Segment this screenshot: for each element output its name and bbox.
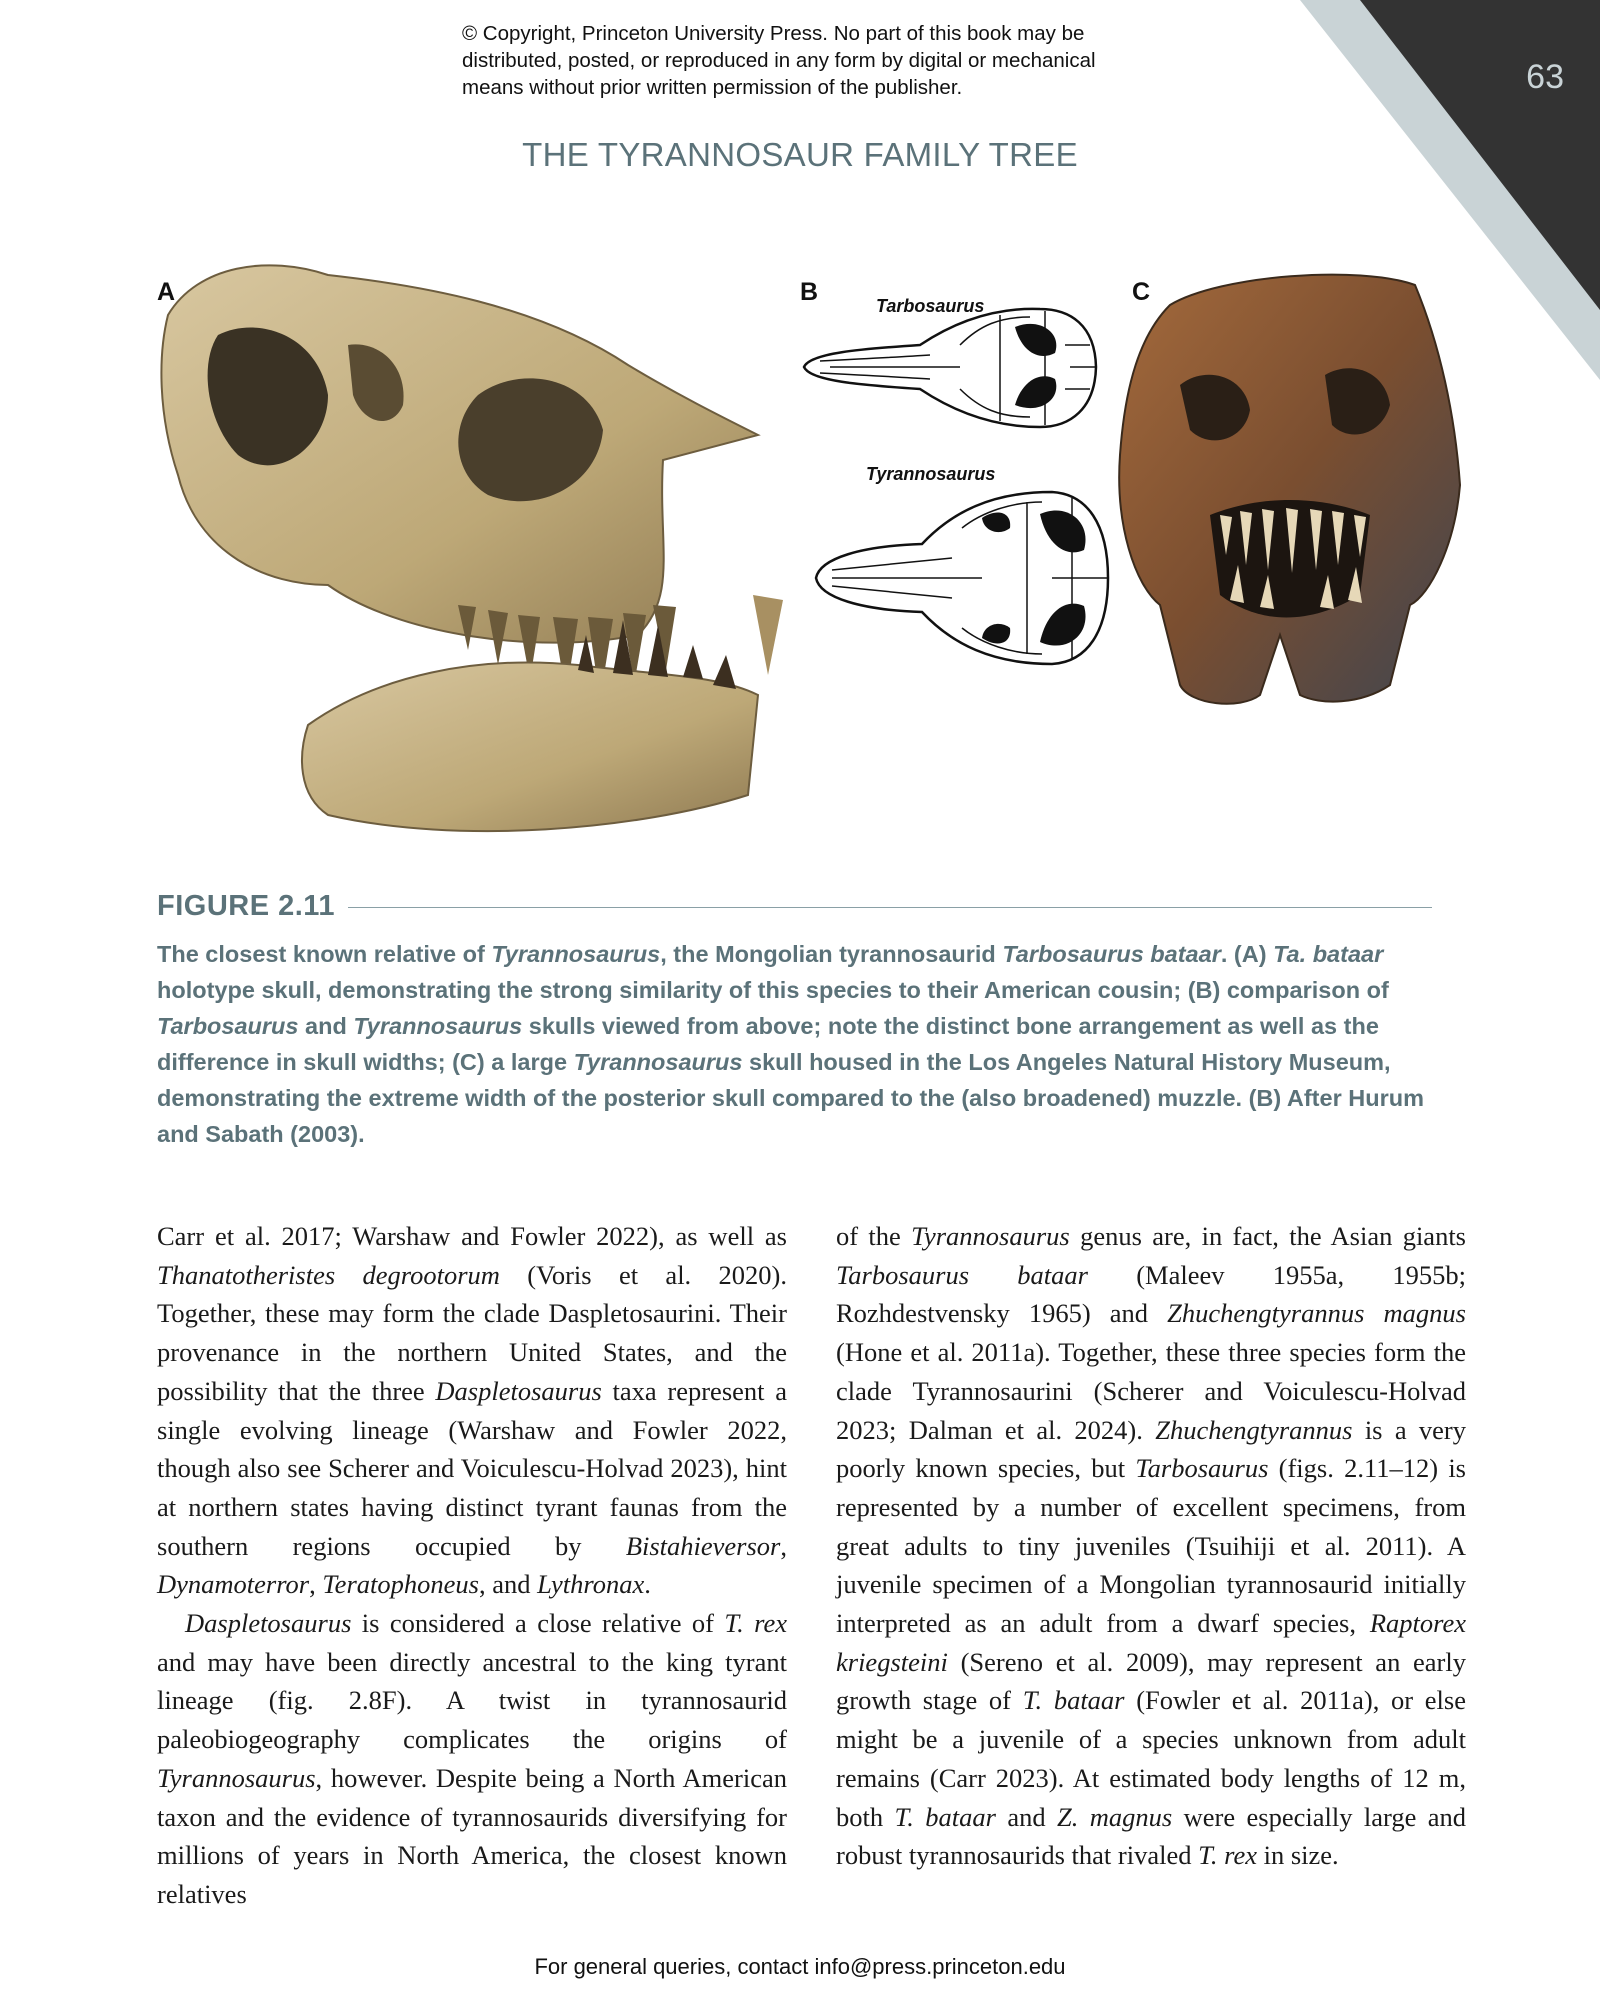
tarbosaurus-label: Tarbosaurus — [876, 296, 985, 316]
figure-rule — [348, 907, 1432, 908]
panel-letter-a: A — [157, 278, 176, 306]
figure-caption: The closest known relative of Tyrannosaurus, the Mongolian tyrannosaurid Tarbosaurus bataar. (A) Ta. bataar holotype skull, demonstrating the strong similarity of this species to their American cousin; (B) comparison of Tarbosaurus and Tyrannosaurus skulls viewed from above; note the distinct bone arrangement as well as the difference in skull widths; (C) a large Tyrannosaurus skull housed in the Los Angeles Natural History Museum, demonstrating the extreme width of the posterior skull compared to the (also broadened) muzzle. (B) After Hurum and Sabath (2003). — [157, 941, 1424, 1147]
panel-letter-c: C — [1132, 278, 1151, 306]
tyrannosaurus-dorsal-skull-diagram — [812, 488, 1112, 668]
tyrannosaurus-la-museum-skull-image — [1110, 265, 1465, 725]
page-number: 63 — [1526, 58, 1564, 96]
tarbosaurus-holotype-skull-image — [158, 255, 848, 860]
body-column-right — [836, 1217, 1466, 1875]
tyrannosaurus-label: Tyrannosaurus — [866, 464, 996, 484]
body-column-left — [157, 1217, 787, 1914]
running-head: THE TYRANNOSAUR FAMILY TREE — [522, 136, 1078, 173]
body-paragraph: of the Tyrannosaurus genus are, in fact, the Asian giants Tarbosaurus bataar (Maleev 1955a, 1955b; Rozhdestvensky 1965) and Zhuchengtyrannus magnus (Hone et al. 2011a). Together, these three species form the clade Tyrannosaurini (Scherer and Voiculescu-Holvad 2023; Dalman et al. 2024). Zhuchengtyrannus is a very poorly known species, but Tarbosaurus (figs. 2.11–12) is represented by a number of excellent specimens, from great adults to tiny juveniles (Tsuihiji et al. 2011). A juvenile specimen of a Mongolian tyrannosaurid initially interpreted as an adult from a dwarf species, Raptorex kriegsteini (Sereno et al. 2009), may represent an early growth stage of T. bataar (Fowler et al. 2011a), or else might be a juvenile of a species unknown from adult remains (Carr 2023). At estimated body lengths of 12 m, both T. bataar and Z. magnus were especially large and robust tyrannosaurids that rivaled T. rex in size. — [836, 1221, 1466, 1871]
copyright-notice: © Copyright, Princeton University Press. No part of this book may be distributed, posted, or reproduced in any form by digital or mechanical means without prior written permission of the publisher. — [462, 22, 1096, 99]
body-paragraph: Daspletosaurus is considered a close relative of T. rex and may have been directly ancestral to the king tyrant lineage (fig. 2.8F). A twist in tyrannosaurid paleobiogeography complicates the origins of Tyrannosaurus, however. Despite being a North American taxon and the evidence of tyrannosaurids diversifying for millions of years in North America, the closest known relatives — [157, 1608, 788, 1909]
figure-label: FIGURE 2.11 — [157, 890, 335, 922]
footer-contact: For general queries, contact info@press.princeton.edu — [534, 1954, 1066, 1979]
tarbosaurus-dorsal-skull-diagram — [800, 305, 1100, 435]
body-paragraph: Carr et al. 2017; Warshaw and Fowler 2022), as well as Thanatotheristes degrootorum (Voris et al. 2020). Together, these may form the clade Daspletosaurini. Their provenance in the northern United States, and the possibility that the three Daspletosaurus taxa represent a single evolving lineage (Warshaw and Fowler 2022, though also see Scherer and Voiculescu-Holvad 2023), hint at northern states having distinct tyrant faunas from the southern regions occupied by Bistahieversor, Dynamoterror, Teratophoneus, and Lythronax. — [157, 1221, 787, 1600]
panel-letter-b: B — [800, 278, 819, 306]
